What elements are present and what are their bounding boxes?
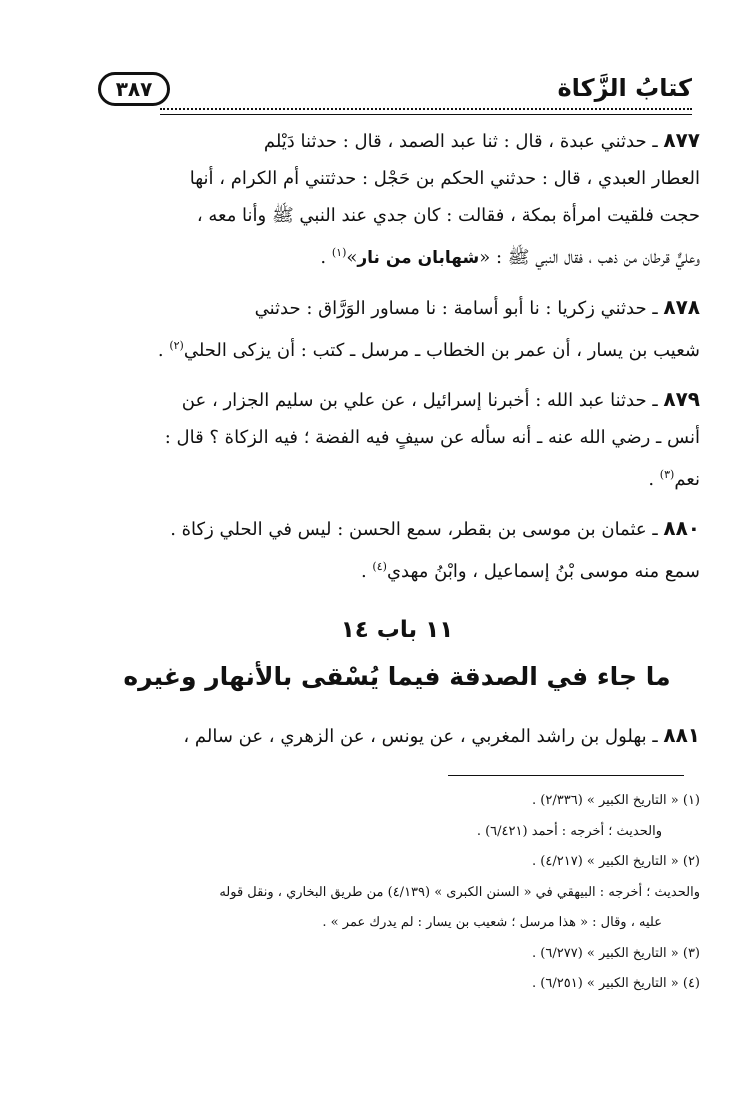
entry-text: ـ عثمان بن موسى بن بقطر، سمع الحسن : ليس في الحلي زكاة .	[170, 519, 658, 540]
entry-text: شعيب بن يسار ، أن عمر بن الخطاب ـ مرسل ـ كتب : أن يزكى الحلي	[183, 340, 700, 361]
entry-line	[94, 510, 700, 548]
entry-881	[94, 717, 700, 755]
footnote-ref[interactable]: (٢)	[169, 339, 184, 352]
entry-line	[94, 381, 700, 419]
entry-879	[94, 381, 700, 498]
entry-text: ـ حدثنا عبد الله : أخبرنا إسرائيل ، عن علي بن سليم الجزار ، عن	[181, 390, 658, 411]
page-number: ٣٨٧	[98, 72, 170, 106]
footnote-4: (٤) « التاريخ الكبير » (٦/٢٥١) .	[532, 976, 700, 991]
entry-880	[94, 510, 700, 590]
entry-number: ٨٨٠	[663, 516, 700, 540]
entry-number: ٨٧٩	[663, 387, 700, 411]
footnote-ref[interactable]: (١)	[331, 246, 347, 259]
entry-end: .	[320, 247, 332, 268]
entry-line: أنس ـ رضي الله عنه ـ أنه سأله عن سيفٍ فيه الفضة ؛ فيه الزكاة ؟ قال :	[164, 427, 700, 448]
main-text	[94, 122, 700, 767]
entry-number: ٨٧٧	[663, 128, 700, 152]
entry-line	[94, 122, 700, 160]
footnote-2-note-cont: عليه ، وقال : « هذا مرسل ؛ شعيب بن يسار : لم يدرك عمر » .	[322, 915, 662, 930]
entry-line: العطار العبدي ، قال : حدثني الحكم بن حَجْل : حدثتني أم الكرام ، أنها	[189, 168, 700, 189]
entry-end: .	[648, 469, 660, 490]
footnote-separator	[448, 775, 684, 776]
entry-line: حجت فلقيت امرأة بمكة ، فقالت : كان جدي عند النبي ﷺ وأنا معه ،	[196, 205, 700, 226]
chapter-number: ١١ باب ١٤	[340, 617, 454, 643]
quote-close: »	[346, 247, 358, 268]
page-header	[98, 72, 692, 114]
footnote-2: (٢) « التاريخ الكبير » (٤/٢١٧) .	[532, 854, 700, 869]
entry-number: ٨٨١	[663, 723, 700, 747]
entry-text: سمع منه موسى بْنُ إسماعيل ، وابْنُ مهدي	[386, 561, 700, 582]
footnote-3: (٣) « التاريخ الكبير » (٦/٢٧٧) .	[532, 945, 700, 961]
entry-line	[94, 327, 700, 369]
chapter-title: ما جاء في الصدقة فيما يُسْقى بالأنهار وغيره	[123, 662, 671, 691]
footnote-ref[interactable]: (٣)	[659, 468, 675, 481]
entry-877	[94, 122, 700, 277]
entry-text: ـ حدثني عبدة ، قال : ثنا عبد الصمد ، قال : حدثنا دَيْلم	[263, 131, 658, 152]
footnote-1: (١) « التاريخ الكبير » (٢/٣٣٦) .	[532, 793, 700, 808]
entry-line	[94, 456, 700, 498]
footnote-ref[interactable]: (٤)	[372, 560, 387, 573]
entry-end: .	[360, 561, 373, 582]
quoted-hadith: شهابان من نار	[357, 248, 480, 268]
book-title: كتابُ الزَّكاة	[557, 74, 692, 102]
entry-line	[94, 548, 700, 590]
entry-line	[94, 234, 700, 277]
footnote-1-note: والحديث ؛ أخرجه : أحمد (٦/٤٢١) .	[476, 823, 662, 839]
entry-878	[94, 289, 700, 369]
entry-line	[94, 289, 700, 327]
entry-text: ـ بهلول بن راشد المغربي ، عن يونس ، عن الزهري ، عن سالم ،	[183, 726, 658, 747]
entry-text: ـ حدثني زكريا : نا أبو أسامة : نا مساور الوَرَّاق : حدثني	[254, 298, 658, 319]
entry-text: نعم	[674, 469, 700, 490]
entry-end: .	[157, 340, 170, 361]
footnotes	[94, 786, 700, 1000]
header-rule	[160, 108, 692, 115]
footnote-2-note: والحديث ؛ أخرجه : البيهقي في « السنن الكبرى » (٤/١٣٩) من طريق البخاري ، ونقل قوله	[219, 884, 700, 900]
entry-text: وعليٌّ قرطان من ذهب ، فقال النبي ﷺ : «	[479, 247, 700, 268]
entry-number: ٨٧٨	[663, 295, 700, 319]
entry-line	[94, 717, 700, 755]
